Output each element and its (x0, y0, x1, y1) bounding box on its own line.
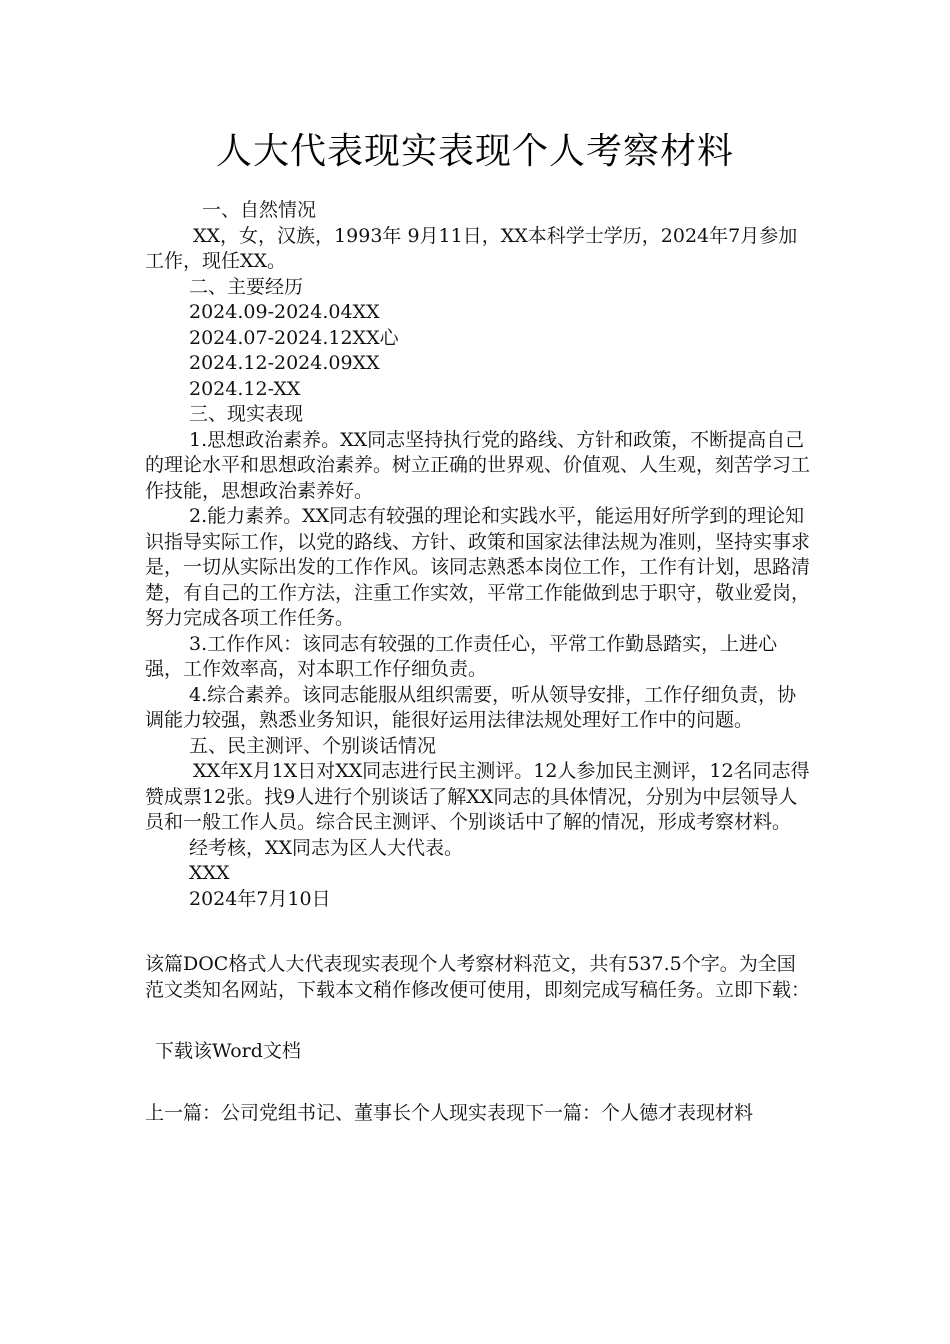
signature: XXX (189, 862, 230, 884)
summary-text: 该篇DOC格式人大代表现实表现个人考察材料范文，共有537.5个字。为全国范文类知名网站，下载本文稍作修改便可使用，即刻完成写稿任务。立即下载： (145, 953, 811, 1001)
document-date: 2024年7月10日 (189, 887, 331, 910)
document-body (145, 198, 813, 1126)
section-heading-natural: 一、自然情况 (202, 199, 317, 221)
evaluation-paragraph: XX年X月1X日对XX同志进行民主测评。12人参加民主测评，12名同志得赞成票12张。找9人进行个别谈话了解XX同志的具体情况，分别为中层领导人员和一般工作人员。综合民主测评、个别谈话中了解的情况，形成考察材料。 (145, 760, 810, 833)
performance-paragraph-2: 2.能力素养。XX同志有较强的理论和实践水平，能运用好所学到的理论知识指导实际工作，以党的路线、方针、政策和国家法律法规为准则，坚持实事求是，一切从实际出发的工作作风。该同志熟悉本岗位工作，工作有计划，思路清楚，有自己的工作方法，注重工作实效，平常工作能做到忠于职守，敬业爱岗，努力完成各项工作任务。 (145, 505, 811, 629)
section-heading-experience: 二、主要经历 (189, 275, 304, 298)
prev-next-navigation[interactable]: 上一篇：公司党组书记、董事长个人现实表现下一篇：个人德才表现材料 (145, 1101, 754, 1124)
performance-paragraph-1: 1.思想政治素养。XX同志坚持执行党的路线、方针和政策，不断提高自己的理论水平和思想政治素养。树立正确的世界观、价值观、人生观，刻苦学习工作技能，思想政治素养好。 (145, 428, 811, 502)
performance-paragraph-4: 4.综合素养。该同志能服从组织需要，听从领导安排，工作仔细负责，协调能力较强，熟悉业务知识，能很好运用法律法规处理好工作中的问题。 (145, 683, 797, 731)
history-item: 2024.12-XX (189, 377, 301, 400)
natural-info-paragraph: XX，女，汉族，1993年 9月11日，XX本科学士学历，2024年7月参加工作，现任XX。 (145, 224, 798, 272)
section-heading-evaluation: 五、民主测评、个别谈话情况 (189, 734, 437, 757)
section-heading-performance: 三、现实表现 (189, 403, 304, 425)
download-word-link[interactable]: 下载该Word文档 (155, 1040, 301, 1062)
document-title: 人大代表现实表现个人考察材料 (215, 131, 734, 172)
conclusion-text: 经考核，XX同志为区人大代表。 (189, 836, 464, 859)
history-item: 2024.07-2024.12XX心 (189, 326, 399, 349)
history-item: 2024.09-2024.04XX (189, 301, 380, 323)
history-item: 2024.12-2024.09XX (189, 352, 380, 374)
performance-paragraph-3: 3.工作作风：该同志有较强的工作责任心，平常工作勤恳踏实，上进心强，工作效率高，对本职工作仔细负责。 (145, 632, 778, 680)
